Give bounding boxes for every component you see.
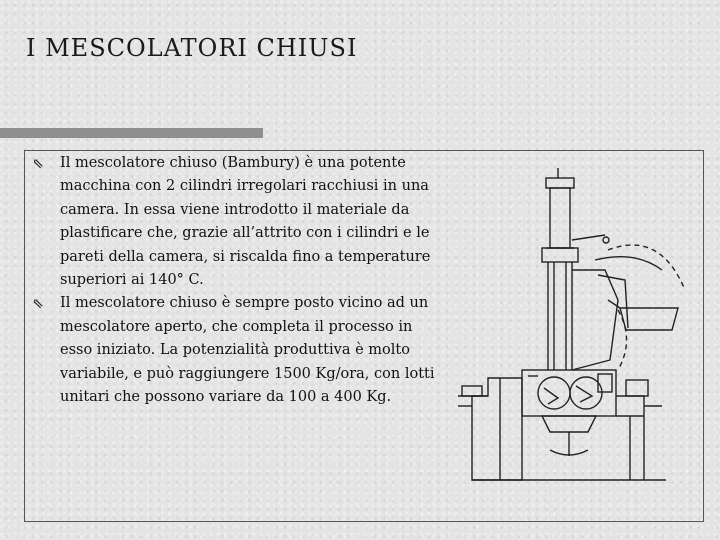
bullet-text: Il mescolatore chiuso è sempre posto vicino ad un mescolatore aperto, che completa il processo in esso iniziato. La potenzialità produttiva è molto variabile, e può raggiungere 1500 Kg/ora, con lotti unitari che possono variare da 100 a 400 Kg. [60, 295, 435, 406]
slide-title: I MESCOLATORI CHIUSI [26, 34, 358, 62]
bullet-item [32, 152, 440, 292]
corner-arrow-icon: ⇖ [32, 156, 44, 172]
banbury-mixer-drawing [430, 160, 700, 500]
bullet-item [32, 292, 440, 409]
corner-arrow-icon: ⇖ [32, 296, 44, 313]
bullet-list [32, 152, 440, 409]
title-underline-bar [0, 128, 263, 138]
bullet-text: Il mescolatore chiuso (Bambury) è una potente macchina con 2 cilindri irregolari racchiusi in una camera. In essa viene introdotto il materiale da plastificare che, grazie all’attrito con i cilindri e le pareti della camera, si riscalda fino a temperature superiori ai 140° C. [60, 155, 431, 289]
